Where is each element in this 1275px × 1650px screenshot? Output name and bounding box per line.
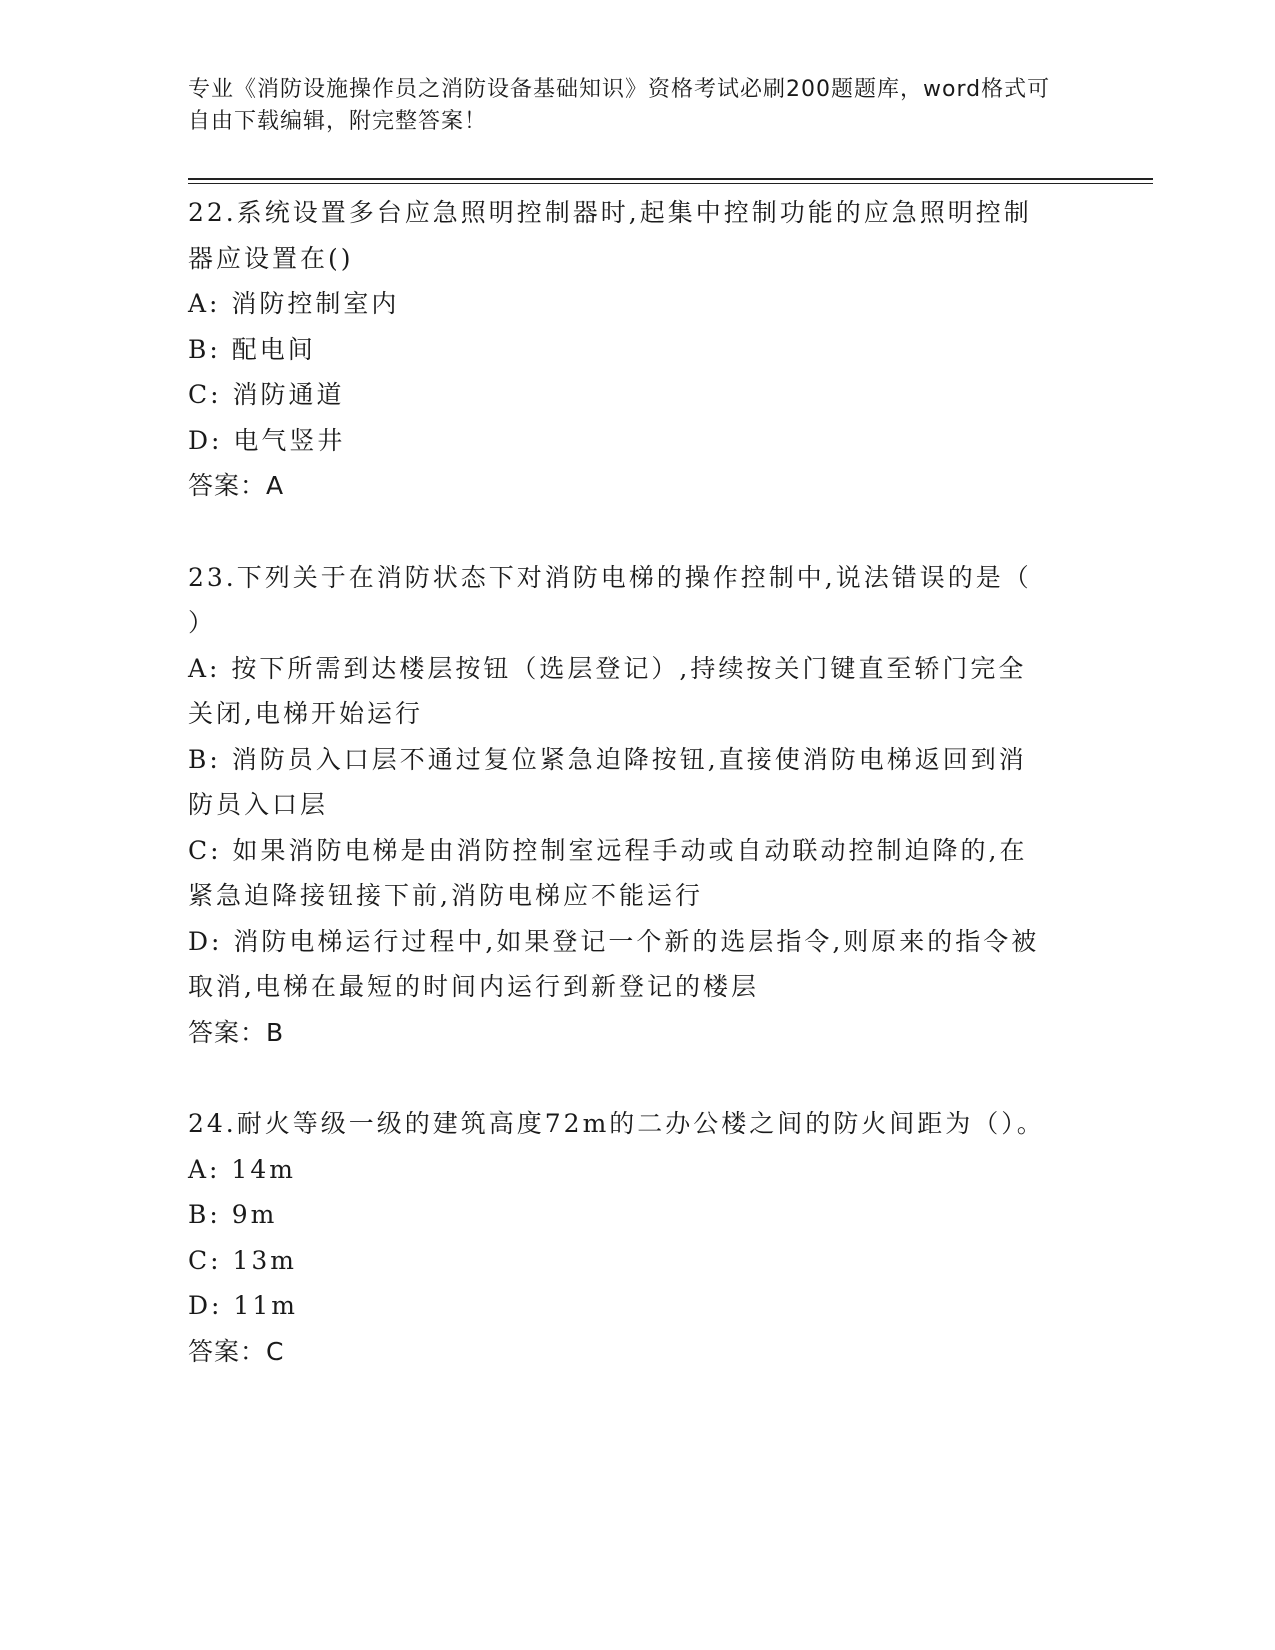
option-a-continued: 关闭,电梯开始运行 <box>188 699 423 728</box>
option-b: B: 9m <box>188 1200 278 1229</box>
option-d: D: 11m <box>188 1291 298 1320</box>
header-divider-thin <box>188 183 1153 184</box>
question-list <box>188 190 1078 1420</box>
answer: 答案：B <box>188 1017 285 1047</box>
option-d: D: 电气竖井 <box>188 425 346 455</box>
answer: 答案：A <box>188 471 285 500</box>
option-b: B: 消防员入口层不通过复位紧急迫降按钮,直接使消防电梯返回到消 <box>188 744 1027 774</box>
option-d: D: 消防电梯运行过程中,如果登记一个新的选层指令,则原来的指令被 <box>188 926 1040 956</box>
header-divider-thick <box>188 178 1153 180</box>
option-b-continued: 防员入口层 <box>188 790 329 819</box>
option-d-continued: 取消,电梯在最短的时间内运行到新登记的楼层 <box>188 972 759 1001</box>
option-c: C: 13m <box>188 1245 298 1275</box>
answer: 答案：C <box>188 1336 285 1366</box>
option-c: C: 消防通道 <box>188 380 345 409</box>
option-b: B: 配电间 <box>188 334 316 364</box>
question-stem: 22.系统设置多台应急照明控制器时,起集中控制功能的应急照明控制 <box>188 198 1032 227</box>
option-c: C: 如果消防电梯是由消防控制室远程手动或自动联动控制迫降的,在 <box>188 835 1028 865</box>
question-stem-continued: ） <box>188 608 217 637</box>
document-header: 专业《消防设施操作员之消防设备基础知识》资格考试必刷200题题库，word格式可自由下载编辑，附完整答案！ <box>188 77 1051 134</box>
question-stem: 24.耐火等级一级的建筑高度72m的二办公楼之间的防火间距为（）。 <box>188 1109 1045 1138</box>
question-24 <box>188 1101 1078 1374</box>
option-a: A: 14m <box>188 1154 296 1184</box>
question-stem: 23.下列关于在消防状态下对消防电梯的操作控制中,说法错误的是（ <box>188 562 1032 592</box>
option-c-continued: 紧急迫降接钮接下前,消防电梯应不能运行 <box>188 881 703 910</box>
question-23 <box>188 555 1078 1056</box>
option-a: A: 按下所需到达楼层按钮（选层登记）,持续按关门键直至轿门完全 <box>188 653 1027 683</box>
question-stem-continued: 器应设置在() <box>188 243 354 273</box>
question-22 <box>188 190 1078 509</box>
option-a: A: 消防控制室内 <box>188 289 400 318</box>
